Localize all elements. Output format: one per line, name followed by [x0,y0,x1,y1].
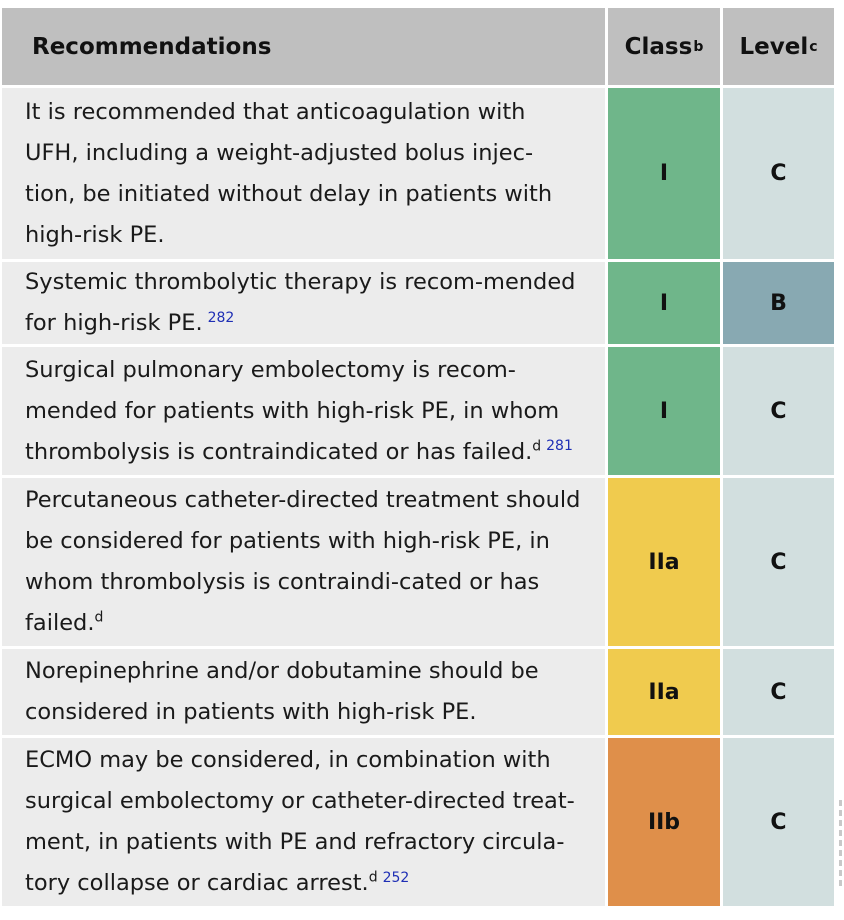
recommendation-body: Systemic thrombolytic therapy is recom-mended for high-risk PE. [25,269,576,336]
level-badge [723,262,834,344]
table-row-recommendation [2,88,605,259]
table-row-recommendation [2,649,605,735]
recommendation-text [25,92,581,256]
header-class: Class b [608,8,720,85]
header-class-label: Class [624,33,693,60]
page-edge-mark [839,800,842,890]
class-value: IIb [647,809,681,835]
recommendation-text [25,480,581,644]
class-badge [608,738,720,906]
header-recommendations-label: Recommendations [32,33,272,60]
class-value: IIa [648,549,680,575]
class-value: IIa [648,679,680,705]
reference-link[interactable]: 282 [207,309,235,326]
level-value: C [770,679,787,705]
level-value: C [770,809,787,835]
level-badge [723,478,834,646]
footnote-marker: d [94,609,104,626]
recommendation-body: Surgical pulmonary embolectomy is recom-mended for patients with high-risk PE, in whom thrombolysis is contraindicated or has failed. [25,356,560,465]
recommendation-body: ECMO may be considered, in combination with surgical embolectomy or catheter-directed treat-ment, in patients with PE and refractory circula-tory collapse or cardiac arrest. [25,747,575,896]
recommendation-text [25,740,581,904]
class-value: I [659,161,669,186]
header-level: Level c [723,8,834,85]
table-row-recommendation [2,262,605,344]
level-badge [723,738,834,906]
class-badge [608,347,720,475]
recommendation-text [25,262,581,344]
recommendation-body: Percutaneous catheter-directed treatment should be considered for patients with high-risk PE, in whom thrombolysis is contraindi-cated or has failed. [25,487,581,636]
header-level-label: Level [739,33,809,60]
recommendation-text [25,350,581,473]
table-row-recommendation [2,347,605,475]
table-row-recommendation [2,738,605,906]
class-badge [608,649,720,735]
level-badge [723,649,834,735]
recommendations-table [2,8,834,906]
recommendation-body: Norepinephrine and/or dobutamine should be considered in patients with high-risk PE. [25,658,539,725]
level-badge [723,88,834,259]
footnote-marker: d [532,438,542,454]
level-value: B [770,290,787,316]
footnote-marker: d [368,869,378,886]
header-recommendations [2,8,605,85]
level-value: C [770,549,787,575]
level-value: C [770,161,787,186]
level-value: C [770,398,787,424]
class-value: I [659,398,669,424]
class-badge [608,262,720,344]
class-value: I [659,290,669,316]
reference-link[interactable]: 252 [382,869,410,886]
reference-link[interactable]: 281 [546,438,573,454]
class-badge [608,88,720,259]
level-badge [723,347,834,475]
recommendation-text [25,651,581,733]
class-badge [608,478,720,646]
table-row-recommendation [2,478,605,646]
recommendation-body: It is recommended that anticoagulation with UFH, including a weight-adjusted bolus injec-tion, be initiated without delay in patients with high-risk PE. [25,98,553,248]
